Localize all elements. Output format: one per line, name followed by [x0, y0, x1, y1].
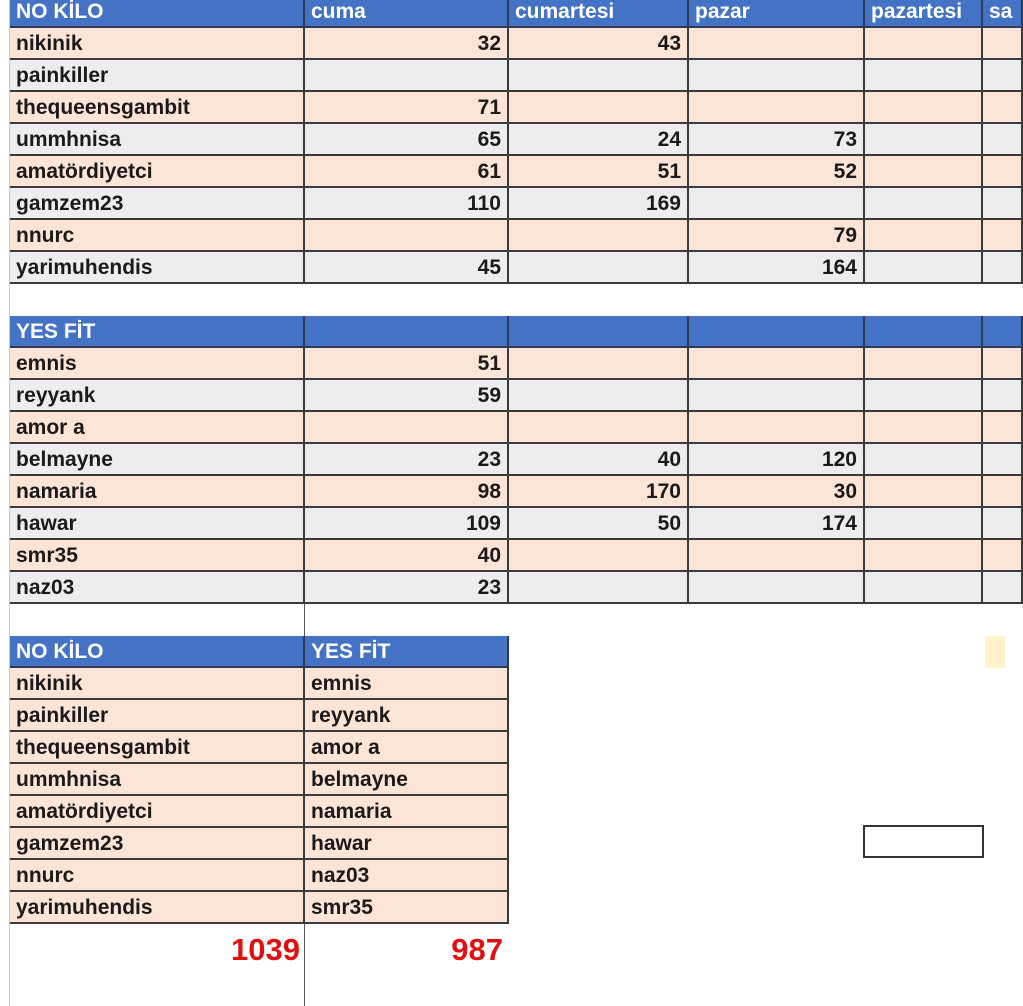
header-yes-fit[interactable]: YES FİT — [10, 316, 305, 348]
summary-cell[interactable]: emnis — [305, 668, 509, 700]
no-kilo-cell[interactable]: 71 — [305, 92, 509, 124]
yes-fit-cell[interactable] — [983, 540, 1023, 572]
no-kilo-cell[interactable] — [865, 188, 983, 220]
yes-fit-cell[interactable] — [509, 380, 689, 412]
summary-cell[interactable]: naz03 — [305, 860, 509, 892]
no-kilo-cell[interactable] — [983, 92, 1023, 124]
no-kilo-cell[interactable] — [983, 188, 1023, 220]
no-kilo-cell[interactable] — [689, 92, 865, 124]
no-kilo-cell[interactable]: 73 — [689, 124, 865, 156]
no-kilo-cell[interactable] — [865, 92, 983, 124]
summary-header-no-kilo[interactable]: NO KİLO — [10, 636, 305, 668]
no-kilo-cell[interactable]: 43 — [509, 28, 689, 60]
no-kilo-cell[interactable]: nikinik — [10, 28, 305, 60]
no-kilo-cell[interactable] — [865, 156, 983, 188]
yes-fit-cell[interactable] — [983, 348, 1023, 380]
yes-fit-cell[interactable] — [865, 444, 983, 476]
yes-fit-cell[interactable]: 23 — [305, 444, 509, 476]
header-blank[interactable] — [865, 316, 983, 348]
yes-fit-cell[interactable] — [865, 572, 983, 604]
yes-fit-cell[interactable] — [509, 348, 689, 380]
yes-fit-cell[interactable] — [689, 412, 865, 444]
no-kilo-cell[interactable] — [983, 220, 1023, 252]
header-no-kilo[interactable]: NO KİLO — [10, 0, 305, 28]
yes-fit-cell[interactable]: hawar — [10, 508, 305, 540]
summary-cell[interactable]: amatördiyetci — [10, 796, 305, 828]
no-kilo-cell[interactable]: 24 — [509, 124, 689, 156]
yes-fit-cell[interactable]: reyyank — [10, 380, 305, 412]
header-pazar[interactable]: pazar — [689, 0, 865, 28]
header-blank[interactable] — [509, 316, 689, 348]
header-blank[interactable] — [305, 316, 509, 348]
yes-fit-cell[interactable]: 23 — [305, 572, 509, 604]
yes-fit-cell[interactable]: 120 — [689, 444, 865, 476]
no-kilo-cell[interactable] — [509, 92, 689, 124]
yes-fit-cell[interactable]: 40 — [305, 540, 509, 572]
yes-fit-cell[interactable] — [865, 476, 983, 508]
yes-fit-cell[interactable] — [689, 540, 865, 572]
no-kilo-cell[interactable]: 51 — [509, 156, 689, 188]
no-kilo-cell[interactable] — [865, 60, 983, 92]
no-kilo-cell[interactable] — [689, 28, 865, 60]
yes-fit-cell[interactable]: 174 — [689, 508, 865, 540]
no-kilo-cell[interactable] — [983, 156, 1023, 188]
no-kilo-cell[interactable]: 32 — [305, 28, 509, 60]
no-kilo-cell[interactable] — [305, 220, 509, 252]
yes-fit-cell[interactable]: 59 — [305, 380, 509, 412]
no-kilo-cell[interactable]: painkiller — [10, 60, 305, 92]
yes-fit-cell[interactable] — [509, 412, 689, 444]
yes-fit-cell[interactable]: 40 — [509, 444, 689, 476]
yes-fit-cell[interactable] — [983, 444, 1023, 476]
yes-fit-cell[interactable] — [305, 412, 509, 444]
summary-cell[interactable]: smr35 — [305, 892, 509, 924]
yes-fit-cell[interactable]: 50 — [509, 508, 689, 540]
no-kilo-cell[interactable] — [983, 252, 1023, 284]
no-kilo-cell[interactable]: yarimuhendis — [10, 252, 305, 284]
yes-fit-cell[interactable] — [509, 572, 689, 604]
yes-fit-cell[interactable] — [983, 572, 1023, 604]
summary-cell[interactable]: amor a — [305, 732, 509, 764]
selected-cell[interactable] — [863, 825, 984, 858]
summary-cell[interactable]: ummhnisa — [10, 764, 305, 796]
yes-fit-cell[interactable] — [509, 540, 689, 572]
summary-cell[interactable]: hawar — [305, 828, 509, 860]
yes-fit-cell[interactable]: amor a — [10, 412, 305, 444]
summary-header-yes-fit[interactable]: YES FİT — [305, 636, 509, 668]
no-kilo-cell[interactable]: gamzem23 — [10, 188, 305, 220]
no-kilo-cell[interactable]: 65 — [305, 124, 509, 156]
yes-fit-cell[interactable]: 51 — [305, 348, 509, 380]
yes-fit-cell[interactable]: naz03 — [10, 572, 305, 604]
yes-fit-cell[interactable] — [983, 476, 1023, 508]
no-kilo-cell[interactable] — [983, 28, 1023, 60]
summary-cell[interactable]: reyyank — [305, 700, 509, 732]
total-no-kilo: 1039 — [231, 932, 300, 967]
summary-cell[interactable]: painkiller — [10, 700, 305, 732]
yes-fit-cell[interactable]: 98 — [305, 476, 509, 508]
yes-fit-cell[interactable] — [689, 348, 865, 380]
yes-fit-cell[interactable] — [865, 348, 983, 380]
yes-fit-cell[interactable] — [865, 540, 983, 572]
yes-fit-cell[interactable] — [865, 412, 983, 444]
no-kilo-cell[interactable]: 45 — [305, 252, 509, 284]
no-kilo-cell[interactable] — [865, 252, 983, 284]
header-cumartesi[interactable]: cumartesi — [509, 0, 689, 28]
yes-fit-cell[interactable]: 170 — [509, 476, 689, 508]
no-kilo-cell[interactable] — [509, 220, 689, 252]
yes-fit-cell[interactable]: namaria — [10, 476, 305, 508]
no-kilo-cell[interactable]: 169 — [509, 188, 689, 220]
no-kilo-cell[interactable]: ummhnisa — [10, 124, 305, 156]
no-kilo-cell[interactable]: 52 — [689, 156, 865, 188]
summary-cell[interactable]: thequeensgambit — [10, 732, 305, 764]
summary-cell[interactable]: nnurc — [10, 860, 305, 892]
yes-fit-cell[interactable]: emnis — [10, 348, 305, 380]
header-cuma[interactable]: cuma — [305, 0, 509, 28]
yes-fit-cell[interactable] — [983, 508, 1023, 540]
no-kilo-cell[interactable] — [689, 188, 865, 220]
no-kilo-cell[interactable]: 79 — [689, 220, 865, 252]
summary-cell[interactable]: gamzem23 — [10, 828, 305, 860]
no-kilo-cell[interactable] — [689, 60, 865, 92]
no-kilo-cell[interactable]: 61 — [305, 156, 509, 188]
yes-fit-cell[interactable]: belmayne — [10, 444, 305, 476]
no-kilo-cell[interactable] — [983, 60, 1023, 92]
no-kilo-cell[interactable] — [983, 124, 1023, 156]
summary-cell[interactable]: namaria — [305, 796, 509, 828]
summary-cell[interactable]: belmayne — [305, 764, 509, 796]
yes-fit-cell[interactable]: 30 — [689, 476, 865, 508]
total-yes-fit: 987 — [451, 932, 503, 967]
no-kilo-cell[interactable]: 164 — [689, 252, 865, 284]
no-kilo-cell[interactable]: nnurc — [10, 220, 305, 252]
summary-cell[interactable]: yarimuhendis — [10, 892, 305, 924]
header-sali[interactable]: sa — [983, 0, 1023, 28]
header-pazartesi[interactable]: pazartesi — [865, 0, 983, 28]
no-kilo-cell[interactable]: amatördiyetci — [10, 156, 305, 188]
no-kilo-cell[interactable] — [509, 252, 689, 284]
highlighted-cell[interactable] — [985, 636, 1005, 668]
no-kilo-cell[interactable] — [509, 60, 689, 92]
yes-fit-cell[interactable] — [983, 412, 1023, 444]
summary-cell[interactable]: nikinik — [10, 668, 305, 700]
no-kilo-cell[interactable] — [865, 220, 983, 252]
header-blank[interactable] — [689, 316, 865, 348]
yes-fit-cell[interactable] — [983, 380, 1023, 412]
no-kilo-cell[interactable] — [865, 124, 983, 156]
yes-fit-cell[interactable] — [689, 572, 865, 604]
yes-fit-cell[interactable]: 109 — [305, 508, 509, 540]
yes-fit-cell[interactable] — [689, 380, 865, 412]
no-kilo-cell[interactable] — [865, 28, 983, 60]
header-blank[interactable] — [983, 316, 1023, 348]
no-kilo-cell[interactable]: 110 — [305, 188, 509, 220]
yes-fit-cell[interactable] — [865, 508, 983, 540]
yes-fit-cell[interactable] — [865, 380, 983, 412]
yes-fit-cell[interactable]: smr35 — [10, 540, 305, 572]
no-kilo-cell[interactable] — [305, 60, 509, 92]
no-kilo-cell[interactable]: thequeensgambit — [10, 92, 305, 124]
